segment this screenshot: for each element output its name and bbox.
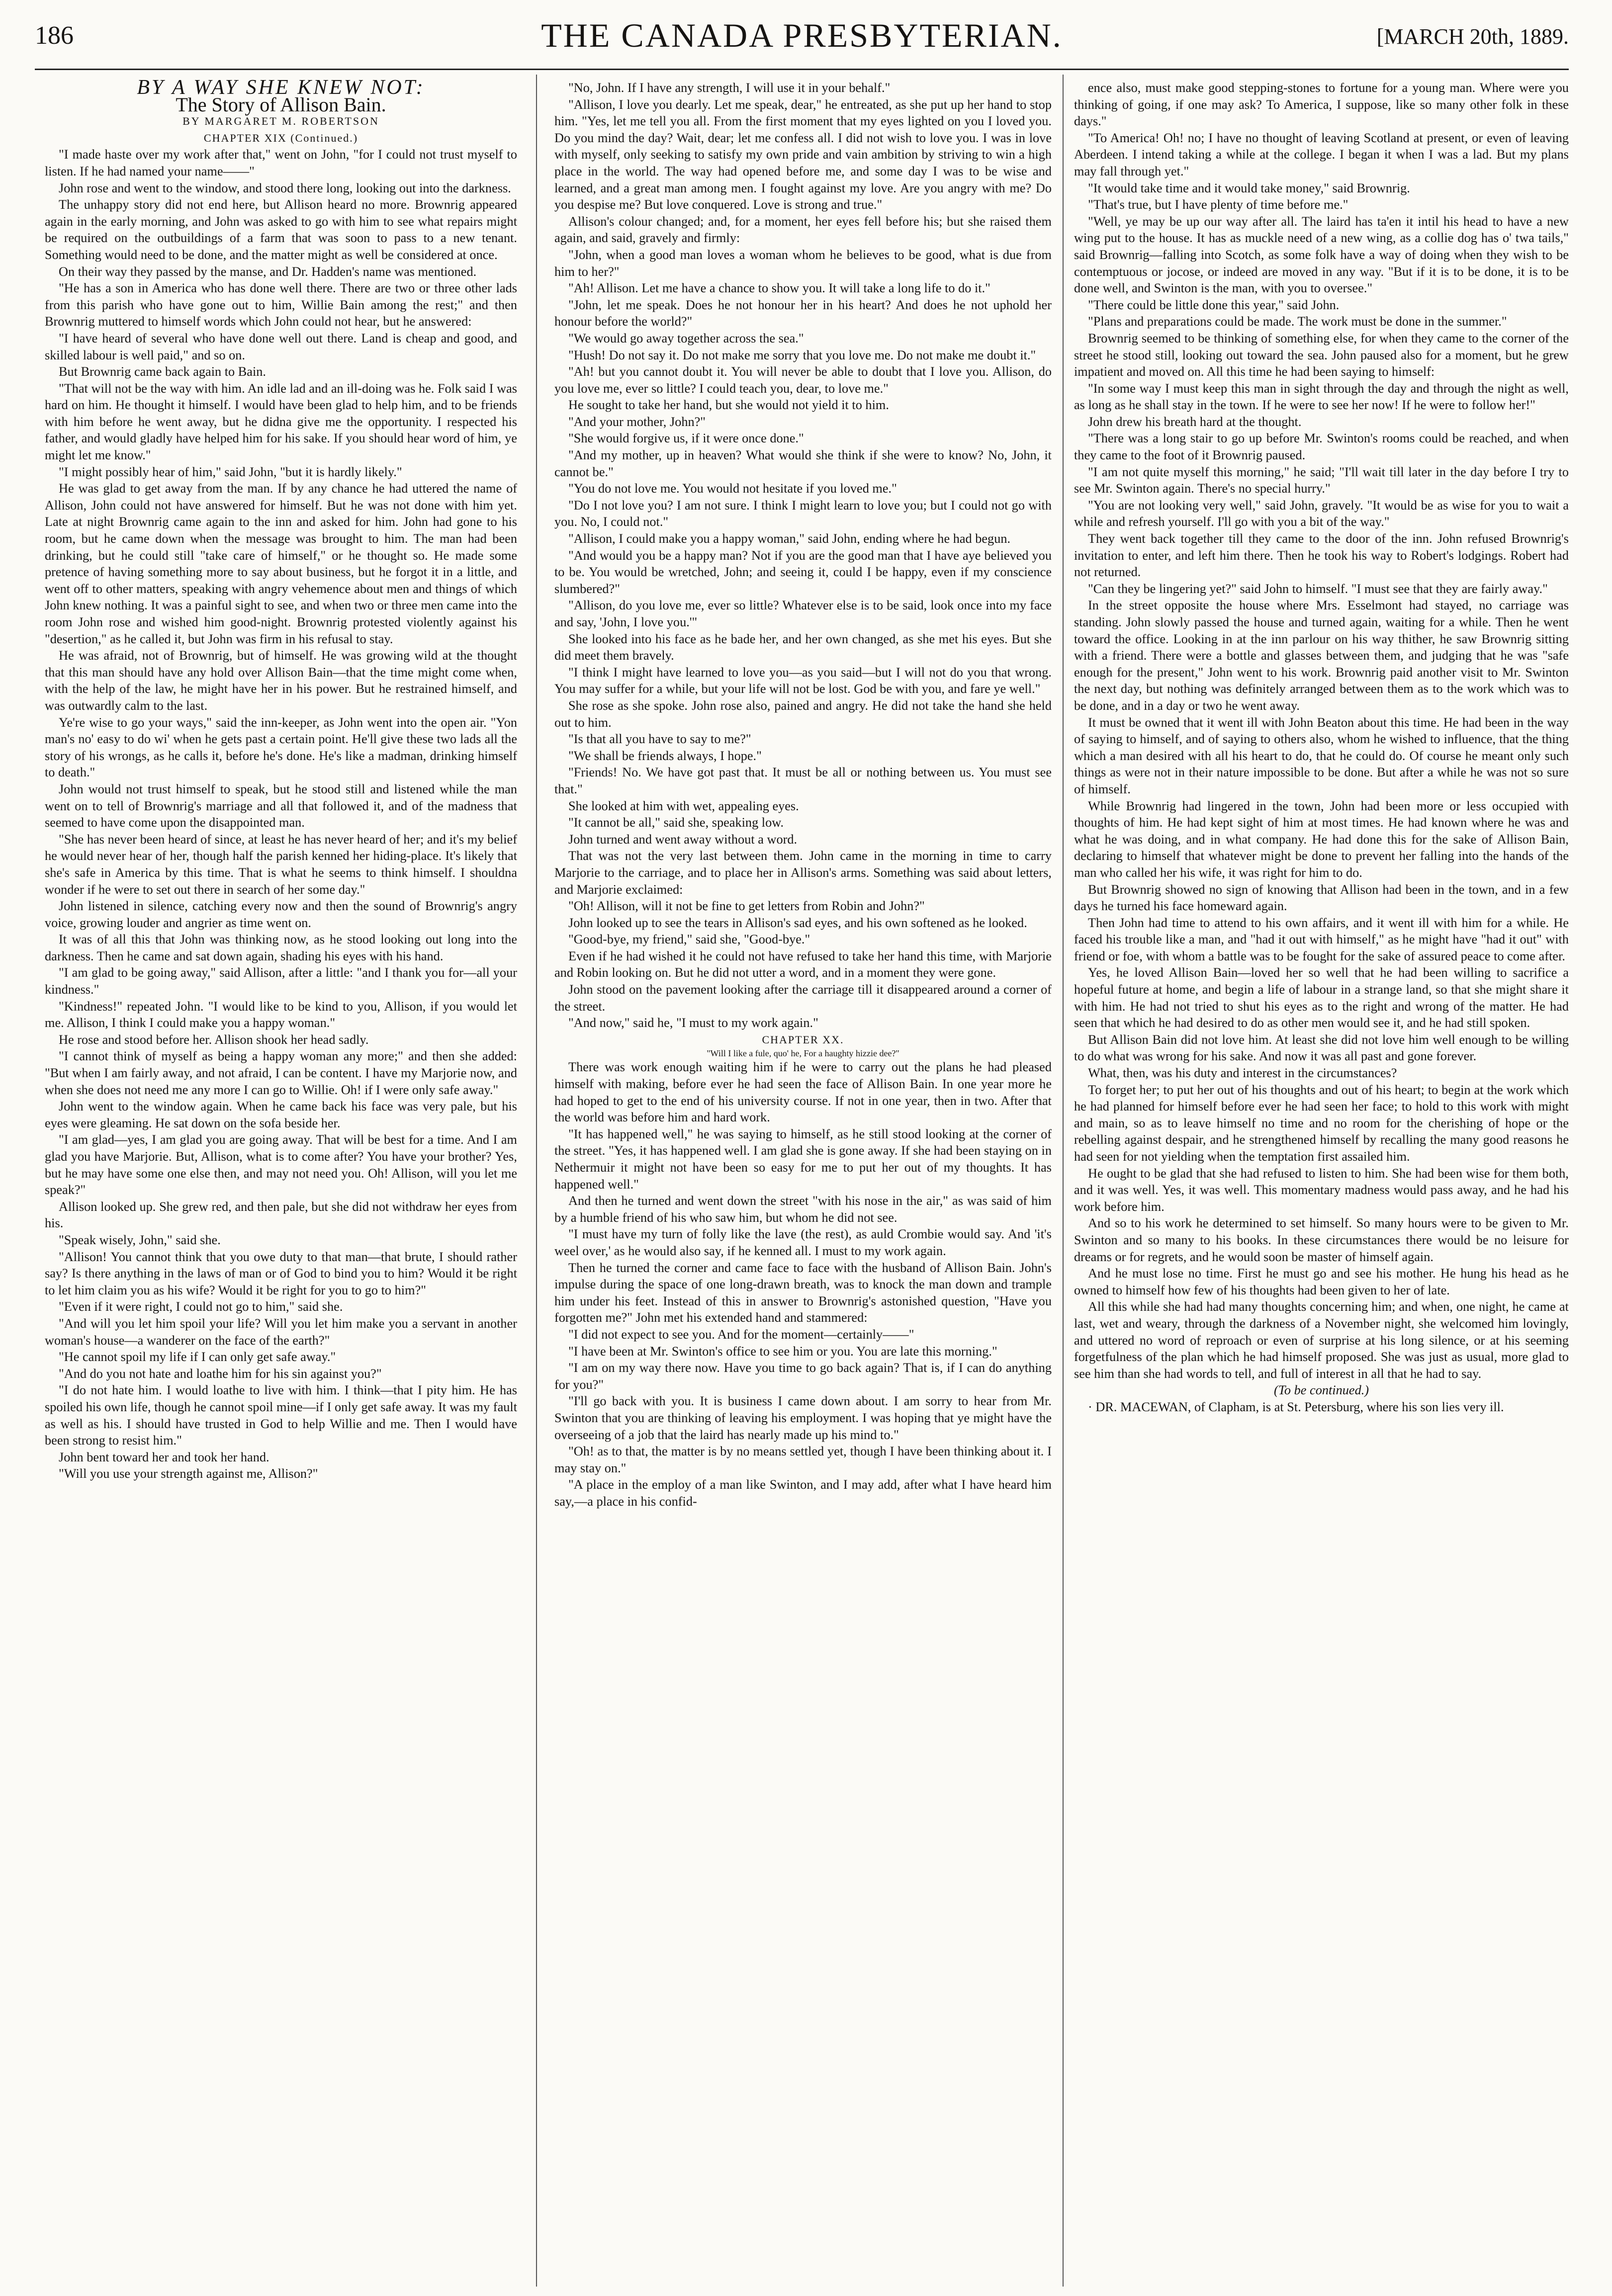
story-paragraph: "Plans and preparations could be made. The work must be done in the summer." bbox=[1088, 314, 1507, 329]
story-paragraph: "Kindness!" repeated John. "I would like to be kind to you, Allison, if you would let me. Allison, I think I could make you a happy woman." bbox=[45, 999, 517, 1030]
story-paragraph: "I am not quite myself this morning," he said; "I'll wait till later in the day before I try to see Mr. Swinton again. There's no special hurry." bbox=[1074, 464, 1569, 496]
story-paragraph: John looked up to see the tears in Allison's sad eyes, and his own softened as he looked. bbox=[568, 915, 1027, 930]
story-paragraph: "Can they be lingering yet?" said John to himself. "I must see that they are fairly away." bbox=[1088, 581, 1548, 596]
story-paragraph: "That's true, but I have plenty of time before me." bbox=[1088, 197, 1348, 212]
story-paragraph: "Ah! but you cannot doubt it. You will never be able to doubt that I love you. Allison, do you love me, ever so little? I could teach you, dear, to love me." bbox=[554, 364, 1052, 396]
story-paragraph: "Speak wisely, John," said she. bbox=[59, 1232, 221, 1247]
story-paragraph: Then John had time to attend to his own affairs, and it went ill with him for a while. He faced his trouble like a man, and "had it out with himself," as he might have "had it out" with friend or foe, with whom a battle was to be fought for the sake of assured peace to come after. bbox=[1074, 915, 1569, 963]
chapter-epigraph: "Will I like a fule, quo' he, For a haughty hizzie dee?" bbox=[707, 1048, 899, 1059]
story-paragraph: "Ah! Allison. Let me have a chance to show you. It will take a long life to do it." bbox=[568, 281, 990, 296]
story-paragraph: Even if he had wished it he could not have refused to take her hand this time, with Marjorie and Robin looking on. But he did not utter a word, and in a moment they were gone. bbox=[554, 948, 1052, 980]
story-paragraph: "I am glad—yes, I am glad you are going away. That will be best for a time. And I am glad you have Marjorie. But, Allison, what is to come after? You have your brother? Yes, but he may have some one else then, and may not need you. Oh! Allison, will you let me speak?" bbox=[45, 1132, 517, 1197]
story-paragraph: He sought to take her hand, but she would not yield it to him. bbox=[568, 398, 889, 413]
story-paragraph: They went back together till they came to the door of the inn. John refused Brownrig's invitation to enter, and left him there. Then he took his way to Robert's lodgings. Robert had not returned. bbox=[1074, 531, 1569, 580]
story-paragraph: "I do not hate him. I would loathe to live with him. I think—that I pity him. He has spoiled his own life, though he cannot spoil mine—if I only get safe away. It was my fault as well as his. I should have trusted in God to help Willie and me. Then I would have been strong to resist him." bbox=[45, 1383, 517, 1448]
story-paragraph: John rose and went to the window, and stood there long, looking out into the darkness. bbox=[59, 180, 511, 195]
story-paragraph: He ought to be glad that she had refused to listen to him. She had been wise for them both, and it was well. Yes, it was well. This momentary madness would pass away, and he had his work before him. bbox=[1074, 1166, 1569, 1214]
story-paragraph: "There could be little done this year," said John. bbox=[1088, 297, 1340, 312]
story-paragraph: "She has never been heard of since, at least he has never heard of her; and it's my belief he would never hear of her, though half the parish kenned her hiding-place. It's likely that she's safe in America by this time. That is what he seems to think himself. I shouldna wonder if he were to set out there in search of her some day." bbox=[45, 832, 517, 897]
story-paragraph: "It has happened well," he was saying to himself, as he still stood looking at the corner of the street. "Yes, it has happened well. I am glad she is gone away. If she had been staying on in Nethermuir it might not have been so easy for me to put her out of my thoughts. It has happened well." bbox=[554, 1126, 1052, 1191]
story-paragraph: "And will you let him spoil your life? Will you let him make you a servant in another woman's house—a wanderer on the face of the earth?" bbox=[45, 1316, 517, 1348]
story-paragraph: It must be owned that it went ill with John Beaton about this time. He had been in the way of saying to himself, and of saying to others also, whom he wished to influence, that the thing which a man desired with all his heart to do, that he could do. Of course he meant only such things as were not in their nature impossible to be done. But after a while he was not so sure of himself. bbox=[1074, 715, 1569, 796]
story-paragraph: "Do I not love you? I am not sure. I think I might learn to love you; but I could not go with you. No, I could not." bbox=[554, 498, 1052, 529]
story-paragraph: "And would you be a happy man? Not if you are the good man that I have aye believed you to be. You would be wretched, John; and seeing it, could I be happy, even if my conscience slumbered?" bbox=[554, 548, 1052, 596]
story-paragraph: "Good-bye, my friend," said she, "Good-bye." bbox=[568, 932, 810, 947]
story-paragraph: "Will you use your strength against me, Allison?" bbox=[59, 1466, 318, 1481]
column-divider bbox=[1063, 75, 1064, 2287]
story-paragraph: John bent toward her and took her hand. bbox=[59, 1449, 269, 1464]
story-paragraph: "We would go away together across the sea." bbox=[568, 331, 804, 345]
story-paragraph: ence also, must make good stepping-stones to fortune for a young man. Where were you thinking of going, if one may ask? To America, I suppose, like so many other folk in these days." bbox=[1074, 81, 1569, 129]
story-paragraph: That was not the very last between them. John came in the morning in time to carry Marjorie to the carriage, and to place her in Allison's arms. Something was said about letters, and Marjorie exclaimed: bbox=[554, 849, 1052, 897]
story-paragraph: "I have been at Mr. Swinton's office to see him or you. You are late this morning." bbox=[568, 1344, 997, 1359]
story-byline: BY MARGARET M. ROBERTSON bbox=[182, 115, 379, 128]
story-paragraph: "I have heard of several who have done well out there. Land is cheap and good, and skilled labour is well paid," and so on. bbox=[45, 331, 517, 362]
story-paragraph: "Oh! Allison, will it not be fine to get letters from Robin and John?" bbox=[568, 899, 925, 914]
story-paragraph: "I made haste over my work after that," went on John, "for I could not trust myself to listen. If he had named your name——" bbox=[45, 147, 517, 178]
story-paragraph: "Oh! as to that, the matter is by no means settled yet, though I have been thinking about it. I may stay on." bbox=[554, 1444, 1052, 1475]
text-column-2 bbox=[554, 80, 1052, 2289]
story-paragraph: Brownrig seemed to be thinking of something else, for when they came to the corner of the street he stood still, looking out toward the sea. John paused also for a moment, but he grew impatient and moved on. All this time he had been saying to himself: bbox=[1074, 331, 1569, 379]
story-paragraph: On their way they passed by the manse, and Dr. Hadden's name was mentioned. bbox=[59, 264, 477, 279]
masthead-title: THE CANADA PRESBYTERIAN. bbox=[541, 16, 1063, 54]
page-header bbox=[35, 10, 1569, 65]
story-paragraph: He was glad to get away from the man. If by any chance he had uttered the name of Allison, John could not have answered for himself. But he was not done with him yet. Late at night Brownrig came again to the inn and asked for him. John had gone to his room, but he came down when the message was brought to him. The man had been drinking, but he could still "take care of himself," or he thought so. He made some pretence of having something more to say about business, but he forgot it in a little, and went off to other matters, speaking with angry vehemence about men and things of which John knew nothing. It was a painful sight to see, and when two or three men came into the room John rose and wished him good-night. Brownrig protested violently against his "desertion," as he called it, but John was firm in his refusal to stay. bbox=[45, 481, 517, 646]
story-paragraph: To forget her; to put her out of his thoughts and out of his heart; to begin at the work which he had planned for himself before ever he had seen her face; to hold to this work with might and main, so as to leave himself no time and no room for the cherishing of hope or the rebelling against despair, and he strengthened himself by recalling the many good reasons he had seen for not yielding when the temptation first assailed him. bbox=[1074, 1082, 1569, 1164]
story-paragraph: "And do you not hate and loathe him for his sin against you?" bbox=[59, 1366, 382, 1381]
story-paragraph: "I think I might have learned to love you—as you said—but I will not do you that wrong. You may suffer for a while, but your life will not be lost. God be with you, and fare ye well." bbox=[554, 665, 1052, 696]
story-paragraph: "Hush! Do not say it. Do not make me sorry that you love me. Do not make me doubt it." bbox=[568, 347, 1036, 362]
story-paragraph: In the street opposite the house where Mrs. Esselmont had stayed, no carriage was standing. John slowly passed the house and turned again, waiting for a while. Then he went toward the office. Looking in at the inn parlour on his way thither, he saw Brownrig sitting with a friend. There were a bottle and glasses between them, and judging that he was "safe enough for the present," John went to his work. Brownrig paid another visit to Mr. Swinton the next day, but nothing was definitely arranged between them as to the work which was to be done, and in a day or two he went away. bbox=[1074, 598, 1569, 713]
issue-date: [MARCH 20th, 1889. bbox=[1376, 24, 1569, 49]
story-paragraph: "Well, ye may be up our way after all. The laird has ta'en it intil his head to have a new wing put to the house. It has as muckle need of a new wing, as a collie dog has o' twa tails," said Brownrig—falling into Scotch, as some folk have a way of doing when they wish to be contemptuous or jocose, or indeed are moved in any way. "But if it is to be done, it is to be done well, and Swinton is the man, with you to oversee." bbox=[1074, 214, 1569, 296]
story-paragraph: "John, let me speak. Does he not honour her in his heart? And does he not uphold her honour before the world?" bbox=[554, 297, 1052, 329]
story-paragraph: "It cannot be all," said she, speaking low. bbox=[568, 815, 784, 830]
story-paragraph: · DR. MACEWAN, of Clapham, is at St. Petersburg, where his son lies very ill. bbox=[1088, 1399, 1504, 1414]
story-paragraph: What, then, was his duty and interest in the circumstances? bbox=[1088, 1066, 1397, 1081]
story-paragraph: She looked at him with wet, appealing eyes. bbox=[568, 798, 799, 813]
story-paragraph: While Brownrig had lingered in the town, John had been more or less occupied with thoughts of him. He had kept sight of him at most times. He had known where he was and what he was doing, and in what company. He had done this for the sake of Allison Bain, declaring to himself that whatever might be done to prevent her falling into the hands of the man who called her his wife, it was right for him to do. bbox=[1074, 798, 1569, 880]
story-paragraph: He rose and stood before her. Allison shook her head sadly. bbox=[59, 1032, 369, 1047]
story-paragraph: John went to the window again. When he came back his face was very pale, but his eyes were gleaming. He sat down on the sofa beside her. bbox=[45, 1099, 517, 1130]
story-paragraph: "Allison! You cannot think that you owe duty to that man—that brute, I should rather say? Is there anything in the laws of man or of God to bind you to him? Would it be right to let him claim you as his wife? Would it be right for you to go to him?" bbox=[45, 1249, 517, 1297]
page-number: 186 bbox=[35, 21, 74, 50]
story-paragraph: "Even if it were right, I could not go to him," said she. bbox=[59, 1299, 343, 1314]
story-paragraph: "And now," said he, "I must to my work again." bbox=[568, 1016, 818, 1030]
story-paragraph: "You are not looking very well," said John, gravely. "It would be as wise for you to wait a while and refresh yourself. I'll go with you a bit of the way." bbox=[1074, 498, 1569, 529]
story-paragraph: "You do not love me. You would not hesitate if you loved me." bbox=[568, 481, 897, 496]
story-paragraph: John listened in silence, catching every now and then the sound of Brownrig's angry voice, growing louder and angrier as time went on. bbox=[45, 899, 517, 930]
text-column-1 bbox=[45, 80, 517, 2289]
story-paragraph: John turned and went away without a word. bbox=[568, 832, 798, 847]
story-paragraph: "No, John. If I have any strength, I will use it in your behalf." bbox=[568, 81, 891, 95]
chapter-heading: CHAPTER XIX (Continued.) bbox=[203, 131, 358, 144]
column-divider bbox=[536, 75, 537, 2287]
story-paragraph: But Brownrig showed no sign of knowing that Allison had been in the town, and in a few days he turned his face homeward again. bbox=[1074, 882, 1569, 914]
story-paragraph: "To America! Oh! no; I have no thought of leaving Scotland at present, or even of leaving Aberdeen. I intend taking a while at the college. I began it when I was a lad. But my plans may fall through yet." bbox=[1074, 130, 1569, 178]
story-paragraph: "That will not be the way with him. An idle lad and an ill-doing was he. Folk said I was hard on him. He thought it himself. I would have been glad to help him, and to be friends with him before he went away, but he didna give me the opportunity. I respected his father, and would gladly have helped him for his sake. If you should hear word of him, ye might let me know." bbox=[45, 381, 517, 463]
story-paragraph: All this while she had had many thoughts concerning him; and when, one night, he came at last, wet and weary, through the darkness of a November night, she welcomed him lovingly, and uttered no word of reproach or even of surprise at his long silence, or at his seeming forgetfulness of the plan which he had himself proposed. She was just as usual, more glad to see him than she had words to tell, and full of interest in all that he had to say. bbox=[1074, 1299, 1569, 1381]
story-paragraph: Yes, he loved Allison Bain—loved her so well that he had been willing to sacrifice a hopeful future at home, and begin a life of labour in a strange land, so that she might share it with him. He had not tried to shut his eyes as to the right and wrong of the matter. He had seen that which he had desired to do as other men would see it, and he had still spoken. bbox=[1074, 965, 1569, 1030]
story-subtitle: The Story of Allison Bain. bbox=[176, 93, 386, 116]
story-paragraph: "I am on my way there now. Have you time to go back again? That is, if I can do anything for you?" bbox=[554, 1361, 1052, 1392]
chapter-heading: CHAPTER XX. bbox=[762, 1033, 844, 1046]
story-paragraph: "He has a son in America who has done well there. There are two or three other lads from this parish who have gone out to him, Willie Bain among the rest;" and then Brownrig muttered to himself words which John could not hear, but he answered: bbox=[45, 281, 517, 329]
story-paragraph: Then he turned the corner and came face to face with the husband of Allison Bain. John's impulse during the space of one long-drawn breath, was to knock the man down and trample him under his feet. Instead of this in answer to Brownrig's astonished question, "Have you forgotten me?" John met his extended hand and stammered: bbox=[554, 1260, 1052, 1325]
story-paragraph: "A place in the employ of a man like Swinton, and I may add, after what I have heard him say,—a place in his confid- bbox=[554, 1477, 1052, 1509]
header-rule bbox=[35, 69, 1569, 70]
story-paragraph: There was work enough waiting him if he were to carry out the plans he had pleased himself with making, before ever he had seen the face of Allison Bain. In one year more he had hoped to get to the end of his university course. If not in one year, then in two. After that the world was before him and hard work. bbox=[554, 1060, 1052, 1125]
story-paragraph: "Allison, I love you dearly. Let me speak, dear," he entreated, as she put up her hand to stop him. "Yes, let me tell you all. From the first moment that my eyes lighted on you I loved you. Do you mind the day? Wait, dear; let me confess all. I did not wish to love you. I was in love with myself, only seeking to satisfy my own pride and vain ambition by striving to win a high place in the world. The way had opened before me, and some day I was to be wise and learned, and a great man among men. I fought against my love. Are you angry with me? Do you despise me? But love conquered. Love is strong and true." bbox=[554, 97, 1052, 212]
story-paragraph: "Allison, do you love me, ever so little? Whatever else is to be said, look once into my face and say, 'John, I love you.'" bbox=[554, 598, 1052, 629]
story-paragraph: "I might possibly hear of him," said John, "but it is hardly likely." bbox=[59, 464, 402, 479]
story-paragraph: Allison looked up. She grew red, and then pale, but she did not withdraw her eyes from his. bbox=[45, 1199, 517, 1231]
story-paragraph: "We shall be friends always, I hope." bbox=[568, 748, 762, 763]
story-paragraph: She rose as she spoke. John rose also, pained and angry. He did not take the hand she held out to him. bbox=[554, 698, 1052, 730]
story-paragraph: "I am glad to be going away," said Allison, after a little: "and I thank you for—all your kindness." bbox=[45, 965, 517, 997]
story-paragraph: He was afraid, not of Brownrig, but of himself. He was growing wild at the thought that this man should have any hold over Allison Bain—that the time might come when, with the help of the law, he might have her in his power. But he restrained himself, and was outwardly calm to the last. bbox=[45, 648, 517, 713]
story-paragraph: "I'll go back with you. It is business I came down about. I am sorry to hear from Mr. Swinton that you are thinking of leaving his employment. I was hoping that ye might have the overseeing of a job that the laird has nearly made up his mind to." bbox=[554, 1394, 1052, 1442]
story-paragraph: "John, when a good man loves a woman whom he believes to be good, what is due from him to her?" bbox=[554, 247, 1052, 279]
story-paragraph: And he must lose no time. First he must go and see his mother. He hung his head as he owned to himself how few of his thoughts had been given to her of late. bbox=[1074, 1266, 1569, 1297]
story-paragraph: "He cannot spoil my life if I can only get safe away." bbox=[59, 1350, 336, 1364]
story-title: BY A WAY SHE KNEW NOT: bbox=[137, 80, 425, 99]
story-paragraph: Ye're wise to go your ways," said the inn-keeper, as John went into the open air. "Yon man's no' easy to do wi' when he gets past a certain point. He'll give these two lads all the story of his wrongs, as he calls it, before he's done. He's like a madman, drinking himself to death." bbox=[45, 715, 517, 780]
story-paragraph: "I did not expect to see you. And for the moment—certainly——" bbox=[568, 1327, 914, 1342]
story-paragraph: John would not trust himself to speak, but he stood still and listened while the man went on to tell of Brownrig's marriage and all that followed it, and of the madness that seemed to have come upon the disappointed man. bbox=[45, 781, 517, 830]
story-paragraph: "It would take time and it would take money," said Brownrig. bbox=[1088, 180, 1410, 195]
text-column-3 bbox=[1074, 80, 1569, 2289]
story-paragraph: John stood on the pavement looking after the carriage till it disappeared around a corner of the street. bbox=[554, 982, 1052, 1014]
story-paragraph: It was of all this that John was thinking now, as he stood looking out long into the darkness. Then he came and sat down again, shading his eyes with his hand. bbox=[45, 932, 517, 963]
story-paragraph: Allison's colour changed; and, for a moment, her eyes fell before his; but she raised them again, and said, gravely and firmly: bbox=[554, 214, 1052, 246]
story-paragraph: "I must have my turn of folly like the lave (the rest), as auld Crombie would say. And 'it's weel over,' as he would also say, if he kenned all. I must to my work again. bbox=[554, 1227, 1052, 1258]
story-paragraph: "She would forgive us, if it were once done." bbox=[568, 431, 804, 446]
story-paragraph: "In some way I must keep this man in sight through the day and through the night as well, as long as he shall stay in the town. If he were to see her now! If he were to follow her!" bbox=[1074, 381, 1569, 413]
story-paragraph: John drew his breath hard at the thought. bbox=[1088, 414, 1302, 429]
story-paragraph: The unhappy story did not end here, but Allison heard no more. Brownrig appeared again in the early morning, and John was asked to go with him to see what repairs might be required on the outbuildings of a farm that was soon to pass to a new tenant. Something would need to be done, and the matter might as well be considered at once. bbox=[45, 197, 517, 262]
story-paragraph: And then he turned and went down the street "with his nose in the air," as was said of him by a humble friend of his who saw him, but whom he did not see. bbox=[554, 1193, 1052, 1225]
story-paragraph: "Friends! No. We have got past that. It must be all or nothing between us. You must see that." bbox=[554, 765, 1052, 796]
story-paragraph: "Is that all you have to say to me?" bbox=[568, 732, 751, 747]
story-paragraph: "Allison, I could make you a happy woman," said John, ending where he had begun. bbox=[568, 531, 1011, 546]
story-paragraph: "And my mother, up in heaven? What would she think if she were to know? No, John, it cannot be." bbox=[554, 448, 1052, 479]
story-paragraph: But Allison Bain did not love him. At least she did not love him well enough to be willing to do what was wrong for his sake. And now it was all past and gone forever. bbox=[1074, 1032, 1569, 1064]
story-paragraph: "There was a long stair to go up before Mr. Swinton's rooms could be reached, and when they came to the foot of it Brownrig paused. bbox=[1074, 431, 1569, 463]
story-paragraph: "And your mother, John?" bbox=[568, 414, 706, 429]
story-paragraph: She looked into his face as he bade her, and her own changed, as she met his eyes. But she did meet them bravely. bbox=[554, 631, 1052, 663]
story-paragraph: And so to his work he determined to set himself. So many hours were to be given to Mr. Swinton and so many to his books. In these circumstances there would be no leisure for dreams or for regrets, and he would soon be master of himself again. bbox=[1074, 1216, 1569, 1264]
story-paragraph: But Brownrig came back again to Bain. bbox=[59, 364, 266, 379]
to-be-continued-note: (To be continued.) bbox=[1273, 1383, 1369, 1398]
story-paragraph: "I cannot think of myself as being a happy woman any more;" and then she added: "But when I am fairly away, and not afraid, I can be content. I have my Marjorie now, and when she does not need me any more I can go to Willie. Oh! if I were only safe away." bbox=[45, 1049, 517, 1097]
